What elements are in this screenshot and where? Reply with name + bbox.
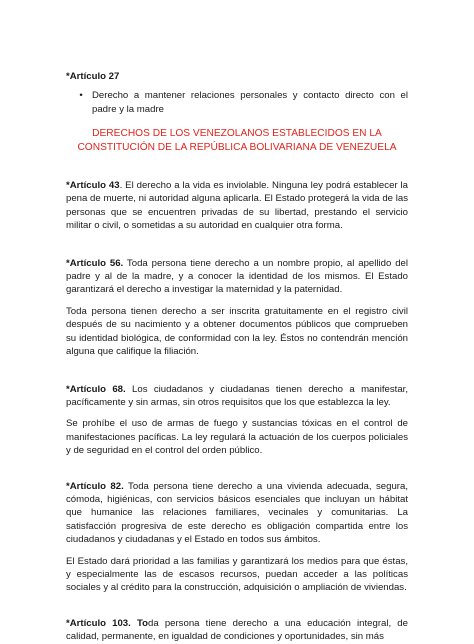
article-103-text: da persona tiene derecho a una educación integral, de calidad, permanente, en igualdad de condiciones y oportunidades, sin más [66, 617, 408, 643]
article-82-label: *Artículo 82. [66, 480, 124, 492]
spacer [66, 466, 408, 480]
article-43-paragraph [66, 179, 408, 233]
bullet-icon: • [79, 90, 83, 102]
article-56-text: Toda persona tiene derecho a un nombre propio, al apellido del padre y al de la madre, y a conocer la identidad de los mismos. El Estado garantizará el derecho a investigar la maternidad y la paternidad. [66, 257, 409, 296]
article-82-paragraph [66, 480, 408, 547]
article-27-heading: *Artículo 27 [66, 71, 120, 82]
article-68-paragraph [66, 383, 408, 410]
article-27-list [66, 89, 408, 116]
spacer [66, 603, 408, 617]
article-82-text: Toda persona tiene derecho a una vivienda adecuada, segura, cómoda, higiénicas, con servicios básicos esenciales que incluyan un hábitat que humanice las relaciones familiares, vecinales y comunitarias. La satisfacción progresiva de este derecho es obligación compartida entre los ciudadanos y ciudadanas y el Estado en todos sus ámbitos. [66, 480, 408, 546]
article-103-paragraph [66, 617, 408, 644]
article-68-label: *Artículo 68. [66, 383, 126, 395]
article-82-paragraph-2: El Estado dará prioridad a las familias y garantizará los medios para que éstas, y especialmente las de escasos recursos, puedan acceder a las políticas sociales y al crédito para la construcción, adquisición o ampliación de viviendas. [66, 555, 408, 594]
section-title-line-1: DERECHOS DE LOS VENEZOLANOS ESTABLECIDOS EN LA [92, 128, 382, 140]
article-43-text: . El derecho a la vida es inviolable. Ninguna ley podrá establecer la pena de muerte, ni autoridad alguna aplicarla. El Estado protegerá la vida de las personas que se encuentren privadas de su libertad, prestando el servicio militar o civil, o sometidas a su autoridad en cualquier otra forma. [66, 180, 408, 232]
article-103-label: *Artículo 103. To [66, 617, 148, 629]
article-56-paragraph-2: Toda persona tienen derecho a ser inscrita gratuitamente en el registro civil después de su nacimiento y a obtener documentos públicos que comprueben su identidad biológica, de conformidad con la ley. Éstos no contendrán mención alguna que califique la filiación. [66, 305, 408, 358]
article-68-paragraph-2: Se prohíbe el uso de armas de fuego y sustancias tóxicas en el control de manifestaciones pacíficas. La ley regulará la actuación de los cuerpos policiales y de seguridad en el control del orden público. [66, 418, 408, 457]
spacer [66, 367, 408, 383]
section-title [66, 127, 408, 154]
spacer [66, 241, 408, 257]
list-item [66, 89, 408, 116]
article-56-paragraph [66, 257, 408, 297]
article-43-label: *Artículo 43 [66, 180, 120, 192]
article-56-label: *Artículo 56. [66, 257, 124, 269]
article-27-bullet-text: Derecho a mantener relaciones personales y contacto directo con el padre y la madre [92, 90, 408, 115]
article-68-text: Los ciudadanos y ciudadanas tienen derecho a manifestar, pacíficamente y sin armas, sin otros requisitos que los que establezca la ley. [66, 383, 408, 408]
section-title-line-2: CONSTITUCIÓN DE LA REPÚBLICA BOLIVARIANA DE VENEZUELA [77, 141, 397, 153]
